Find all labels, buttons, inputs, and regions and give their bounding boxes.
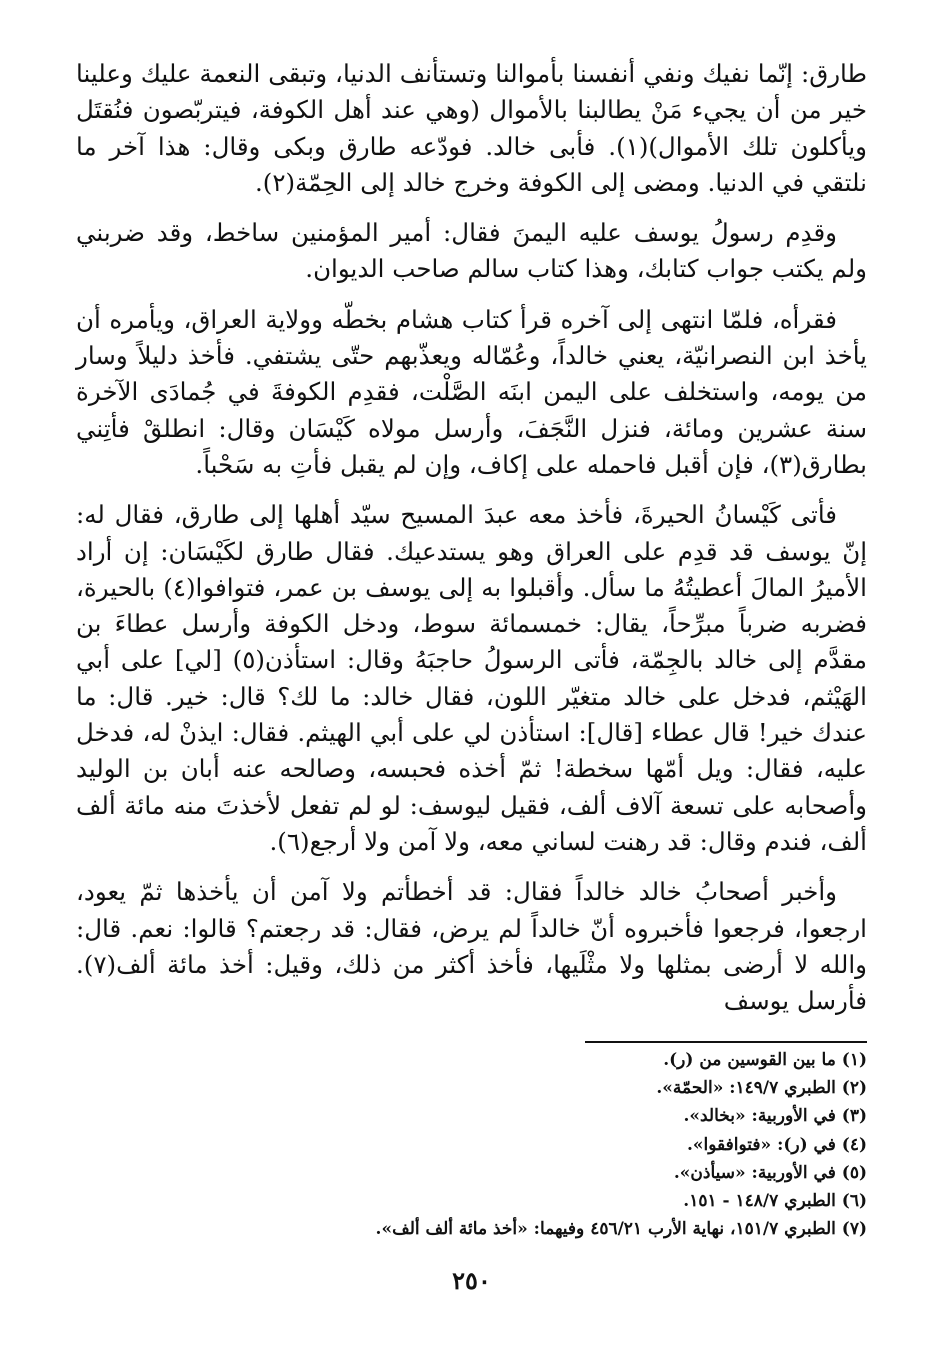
- footnote-7: (٧) الطبري ١٥١/٧، نهاية الأرب ٤٥٦/٢١ وفيهما: «أخذ مائة ألف ألف».: [375, 1219, 867, 1240]
- paragraph-5: وأخبر أصحابُ خالد خالداً فقال: قد أخطأتم ولا آمن أن يأخذها ثمّ يعود، ارجعوا، فرجعوا فأخبروه أنّ خالداً لم يرض، فقال: قد رجعتم؟ قالوا: نعم. قال: والله لا أرضى بمثلها ولا مثْلَيها، فأخذ أكثر من ذلك، وقيل: أخذ مائة ألف(٧). فأرسل يوسف: [76, 877, 867, 1016]
- body-text: [76, 56, 867, 1033]
- paragraph-4: فأتى كَيْسانُ الحيرةَ، فأخذ معه عبدَ المسيح سيّد أهلها إلى طارق، فقال له: إنّ يوسف قد قدِم على العراق وهو يستدعيك. فقال طارق لكَيْسَان: إن أراد الأميرُ المالَ أعطيتُهُ ما سأل. وأقبلوا به إلى يوسف بن عمر، فتوافوا(٤) بالحيرة، فضربه ضرباً مبرِّحاً، يقال: خمسمائة سوط، ودخل الكوفة وأرسل عطاءَ بن مقدَّم إلى خالد بالجِمّة، فأتى الرسولُ حاجبَهُ وقال: استأذن(٥) [لي] على أبي الهَيْثم، فدخل على خالد متغيّر اللون، فقال خالد: ما لك؟ قال: خير. قال: ما عندك خير! قال عطاء [قال]: استأذن لي على أبي الهيثم. فقال: ايذنْ له، فدخل عليه، فقال: ويل أمّها سخطة! ثمّ أخذه فحبسه، وصالحه عنه أبان بن الوليد وأصحابه على تسعة آلاف ألف، فقيل ليوسف: لو لم تفعل لأخذتَ منه مائة ألف ألف، فندم وقال: قد رهنت لساني معه، ولا آمن ولا أرجع(٦).: [76, 500, 867, 856]
- page-number: ٢٥٠: [452, 1266, 491, 1295]
- paragraph-2: وقدِم رسولُ يوسف عليه اليمنَ فقال: أمير المؤمنين ساخط، وقد ضربني ولم يكتب جواب كتابك، وهذا كتاب سالم صاحب الديوان.: [76, 218, 867, 284]
- footnote-2: (٢) الطبري ١٤٩/٧: «الحمّة».: [656, 1078, 867, 1099]
- paragraph-3: فقرأه، فلمّا انتهى إلى آخره قرأ كتاب هشام بخطّه وولاية العراق، ويأمره أن يأخذ ابن النصرانيّة، يعني خالداً، وعُمّاله ويعذّبهم حتّى يشتفي. فأخذ دليلاً وسار من يومه، واستخلف على اليمن ابنَه الصَّلْت، فقدِم الكوفةَ في جُمادَى الآخرة سنة عشرين ومائة، فنزل النَّجَفَ، وأرسل مولاه كَيْسَان وقال: انطلقْ فأتِني بطارق(٣)، فإن أقبل فاحمله على إكاف، وإن لم يقبل فأتِ به سَحْباً.: [76, 304, 867, 479]
- footnote-1: (١) ما بين القوسين من (ر).: [663, 1050, 867, 1070]
- footnote-4: (٤) في (ر): «فتوافقوا».: [686, 1134, 867, 1155]
- footnote-3: (٣) في الأوربية: «بخالد».: [683, 1106, 867, 1127]
- paragraph-1: طارق: إنّما نفيك ونفي أنفسنا بأموالنا وتستأنف الدنيا، وتبقى النعمة عليك وعلينا خير من أن يجيء مَنْ يطالبنا بالأموال (وهي عند أهل الكوفة، فيتربّصون فنُقتَل ويأكلون تلك الأموال)(١). فأبى خالد. فودّعه طارق وبكى وقال: هذا آخر ما نلتقي في الدنيا. ومضى إلى الكوفة وخرج خالد إلى الحِمّة(٢).: [76, 59, 867, 197]
- footnote-6: (٦) الطبري ١٤٨/٧ - ١٥١.: [683, 1191, 867, 1212]
- footnote-divider: [585, 1041, 867, 1043]
- footnote-5: (٥) في الأوربية: «سيأذن».: [673, 1162, 867, 1183]
- footnotes: [76, 1046, 867, 1243]
